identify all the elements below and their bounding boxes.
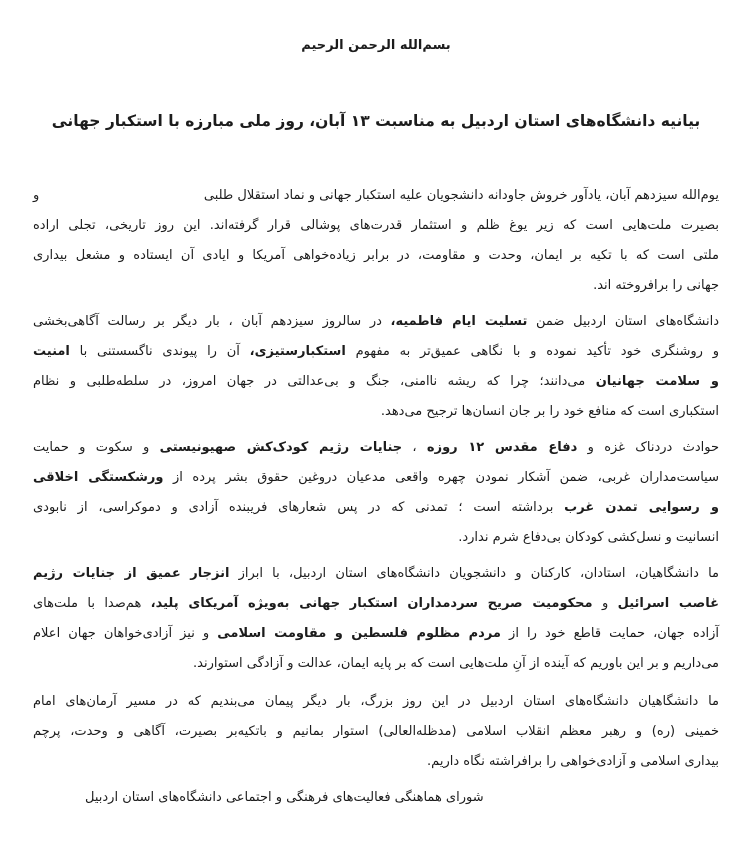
bold-text-segment: محکومیت صریح سردمداران استکبار جهانی به‌ویژه آمریکای پلید،: [150, 596, 593, 611]
paragraph: [33, 307, 719, 427]
text-segment: بیداری اسلامی و آزادی‌خواهی را برافراشته نگاه داریم.: [427, 754, 719, 769]
text-line: [33, 211, 719, 241]
bold-text-segment: و سلامت جهانیان: [595, 374, 719, 389]
text-segment: و: [33, 188, 40, 203]
text-segment: آن را پیوندی ناگسستنی با: [69, 344, 250, 359]
text-line: [33, 271, 719, 301]
basmala-heading: بسم‌الله الرحمن الرحیم: [301, 38, 451, 53]
text-segment: ،: [402, 440, 427, 455]
text-line: [33, 493, 719, 523]
text-segment: و روشنگری خود تأکید نموده و با نگاهی عمیق‌تر به مفهوم: [345, 344, 719, 359]
text-line: [33, 619, 719, 649]
text-line: [33, 241, 719, 271]
bold-text-segment: مردم مظلوم فلسطین و مقاومت اسلامی: [217, 626, 501, 641]
text-segment: انسانیت و نسل‌کشی کودکان بی‌دفاع شرم ندارد.: [458, 530, 719, 545]
text-line: [33, 717, 719, 747]
text-segment: و: [592, 596, 618, 611]
paragraph: [33, 181, 719, 301]
bold-text-segment: ورشکستگی اخلاقی: [33, 470, 164, 485]
text-line: [33, 687, 719, 717]
text-line: [33, 367, 719, 397]
text-segment: سیاست‌مداران غربی، ضمن آشکار نمودن چهره واقعی مدعیان دروغین حقوق بشر پرده از: [163, 470, 720, 485]
text-segment: ما دانشگاهیان دانشگاه‌های استان اردبیل در این روز بزرگ، بار دیگر پیمان می‌بندیم که در مسیر آرمان‌های امام: [33, 694, 719, 709]
text-segment: هم‌صدا با ملت‌های: [33, 596, 151, 611]
text-segment: جهانی را برافروخته اند.: [593, 278, 719, 293]
text-line: [33, 523, 719, 553]
text-line: [33, 463, 719, 493]
text-segment: می‌داریم و بر این باوریم که آینده از آنِ ملت‌هایی است که بر پایه ایمان، عدالت و آزادگی استوارند.: [193, 656, 719, 671]
paragraph: [33, 433, 719, 553]
signature-line: شورای هماهنگی فعالیت‌های فرهنگی و اجتماعی دانشگاه‌های استان اردبیل: [85, 790, 484, 805]
text-segment: برداشته است ؛ تمدنی که در پس شعارهای فریبنده آزادی و دموکراسی، از نابودی: [33, 500, 565, 515]
text-line: [33, 337, 719, 367]
document-body: [33, 181, 719, 777]
bold-text-segment: انزجار عمیق از جنایات رژیم: [33, 566, 230, 581]
text-line: [33, 307, 719, 337]
text-segment: حوادث دردناک غزه و: [577, 440, 719, 455]
paragraph: [33, 687, 719, 777]
bold-text-segment: تسلیت ایام فاطمیه،: [390, 314, 528, 329]
text-segment: و سکوت و حمایت: [33, 440, 160, 455]
bold-text-segment: غاصب اسرائیل: [617, 596, 720, 611]
text-line: [33, 433, 719, 463]
text-segment: می‌دانند؛ چرا که ریشه ناامنی، جنگ و بی‌عدالتی در جهان امروز، در سلطه‌طلبی و نظام: [33, 374, 596, 389]
text-segment: بصیرت ملت‌هایی است که زیر یوغ ظلم و استثمار قدرت‌های پوشالی قرار گرفته‌اند. این روز تاریخی، تجلی اراده: [33, 218, 719, 233]
text-segment: در سالروز سیزدهم آبان ، بار دیگر بر رسالت آگاهی‌بخشی: [33, 314, 391, 329]
text-segment: و نیز آزادی‌خواهان جهان اعلام: [33, 626, 218, 641]
document-title: بیانیه دانشگاه‌های استان اردبیل به مناسبت ۱۳ آبان، روز ملی مبارزه با استکبار جهانی: [51, 112, 701, 130]
text-line: [33, 397, 719, 427]
text-line: [33, 649, 719, 679]
text-line: [33, 181, 719, 211]
text-segment: خمینی (ره) و رهبر معظم انقلاب اسلامی (مدظله‌العالی) استوار بمانیم و باتکیه‌بر بصیرت، آگاهی و وحدت، پرچم: [33, 724, 719, 739]
bold-text-segment: دفاع مقدس ۱۲ روزه: [426, 440, 578, 455]
bold-text-segment: امنیت: [33, 344, 70, 359]
text-line: [33, 559, 719, 589]
text-segment: ما دانشگاهیان، استادان، کارکنان و دانشجویان دانشگاه‌های استان اردبیل، با ابراز: [229, 566, 720, 581]
bold-text-segment: جنایات رژیم کودک‌کش صهیونیستی: [159, 440, 403, 455]
text-segment: استکباری است که منافع خود را بر جان انسان‌ها ترجیح می‌دهد.: [380, 404, 719, 419]
text-line: [33, 589, 719, 619]
text-line: [33, 747, 719, 777]
text-segment: دانشگاه‌های استان اردبیل ضمن: [527, 314, 719, 329]
text-segment: یوم‌الله سیزدهم آبان، یادآور خروش جاودانه دانشجویان علیه استکبار جهانی و نماد استقلال طلبی: [203, 188, 719, 203]
paragraph: [33, 559, 719, 679]
bold-text-segment: و رسوایی تمدن غرب: [564, 500, 719, 515]
text-segment: ملتی است که با تکیه بر ایمان، وحدت و مقاومت، در برابر زیاده‌خواهی آمریکا و ایادی آن ایستاده و مشعل بیداری: [33, 248, 719, 263]
text-segment: آزاده جهان، حمایت قاطع خود را از: [500, 626, 719, 641]
bold-text-segment: استکبارستیزی،: [249, 344, 346, 359]
